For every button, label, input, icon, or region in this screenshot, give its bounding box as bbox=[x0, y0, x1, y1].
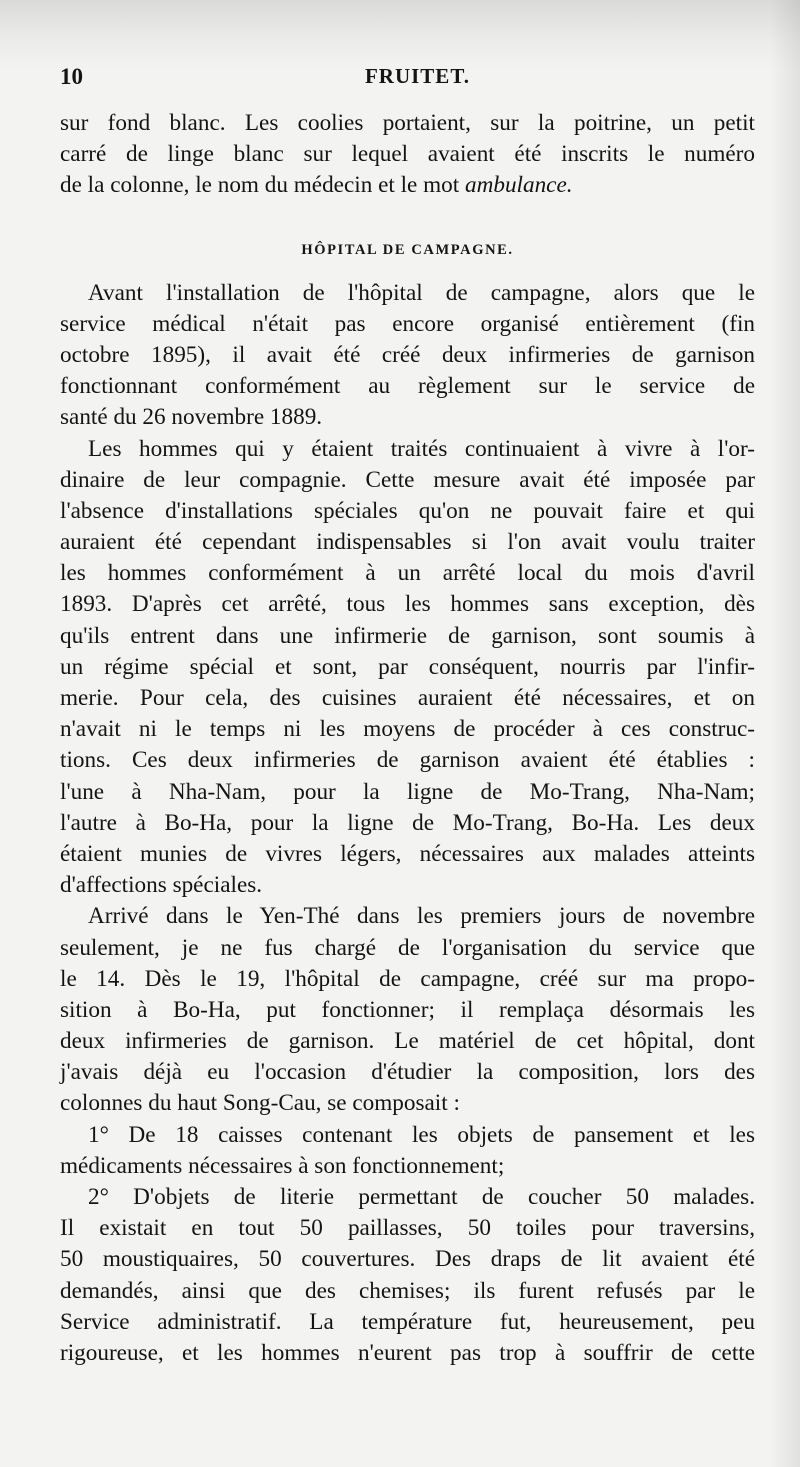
paragraph bbox=[60, 278, 755, 434]
page-header bbox=[60, 64, 755, 96]
text-line: qu'ils entrent dans une infirmerie de garnison, sont soumis à bbox=[60, 622, 755, 649]
text-line bbox=[60, 170, 755, 201]
text-line: n'avait ni le temps ni les moyens de procéder à ces construc- bbox=[60, 716, 755, 743]
text-line: sition à Bo-Ha, put fonctionner; il remplaça désormais les bbox=[60, 996, 755, 1023]
text-line: sur fond blanc. Les coolies portaient, sur la poitrine, un petit bbox=[60, 110, 755, 136]
body-text bbox=[60, 108, 755, 1369]
list-item bbox=[60, 1120, 755, 1182]
text-line: auraient été cependant indispensables si l'on avait voulu traiter bbox=[60, 529, 755, 556]
text-line: un régime spécial et sont, par conséquent, nourris par l'infir- bbox=[60, 653, 755, 680]
text-line: service médical n'était pas encore organisé entièrement (fin bbox=[60, 310, 755, 337]
text-line: demandés, ainsi que des chemises; ils furent refusés par le bbox=[60, 1277, 755, 1304]
text-line: dinaire de leur compagnie. Cette mesure avait été imposée par bbox=[60, 466, 755, 493]
text-line: l'absence d'installations spéciales qu'on ne pouvait faire et qui bbox=[60, 497, 755, 524]
text-line: santé du 26 novembre 1889. bbox=[60, 404, 323, 431]
list-item bbox=[60, 1182, 755, 1369]
text-line: 1893. D'après cet arrêté, tous les hommes sans exception, dès bbox=[60, 591, 755, 618]
text-line: Il existait en tout 50 paillasses, 50 toiles pour traversins, bbox=[60, 1215, 755, 1242]
text-line: carré de linge blanc sur lequel avaient été inscrits le numéro bbox=[60, 141, 755, 168]
running-title: FRUITET. bbox=[364, 64, 471, 88]
text-line: 2° D'objets de literie permettant de coucher 50 malades. bbox=[88, 1184, 755, 1210]
text-line: Les hommes qui y étaient traités continuaient à vivre à l'or- bbox=[88, 435, 755, 462]
page-number: 10 bbox=[60, 64, 83, 89]
text-line: l'une à Nha-Nam, pour la ligne de Mo-Trang, Nha-Nam; bbox=[60, 778, 755, 805]
paragraph bbox=[60, 901, 755, 1119]
text-line: Service administratif. La température fut, heureusement, peu bbox=[60, 1308, 755, 1335]
text-line: colonnes du haut Song-Cau, se composait : bbox=[60, 1090, 460, 1117]
text-line: deux infirmeries de garnison. Le matériel de cet hôpital, dont bbox=[60, 1028, 755, 1055]
text-line: l'autre à Bo-Ha, pour la ligne de Mo-Trang, Bo-Ha. Les deux bbox=[60, 809, 755, 836]
text-line: 50 moustiquaires, 50 couvertures. Des draps de lit avaient été bbox=[60, 1246, 755, 1273]
text-line: merie. Pour cela, des cuisines auraient été nécessaires, et on bbox=[60, 685, 755, 711]
text-line: fonctionnant conformément au règlement sur le service de bbox=[60, 373, 755, 400]
text-line: le 14. Dès le 19, l'hôpital de campagne, créé sur ma propo- bbox=[60, 965, 755, 992]
text-line: 1° De 18 caisses contenant les objets de pansement et les bbox=[88, 1121, 755, 1148]
text-line: j'avais déjà eu l'occasion d'étudier la composition, lors des bbox=[60, 1059, 755, 1086]
text-line: étaient munies de vivres légers, nécessaires aux malades atteints bbox=[60, 840, 755, 867]
text-line: Avant l'installation de l'hôpital de campagne, alors que le bbox=[88, 279, 755, 306]
text-line: tions. Ces deux infirmeries de garnison avaient été établies : bbox=[60, 747, 755, 774]
text-line: rigoureuse, et les hommes n'eurent pas trop à souffrir de cette bbox=[60, 1339, 755, 1366]
text-line: les hommes conformément à un arrêté local du mois d'avril bbox=[60, 560, 755, 587]
paragraph bbox=[60, 434, 755, 902]
text-line: d'affections spéciales. bbox=[60, 872, 263, 899]
paragraph-intro bbox=[60, 108, 755, 202]
text-line: octobre 1895), il avait été créé deux infirmeries de garnison bbox=[60, 341, 755, 368]
text-line: seulement, je ne fus chargé de l'organisation du service que bbox=[60, 934, 755, 961]
text-run: de la colonne, le nom du médecin et le mot bbox=[60, 172, 466, 199]
section-heading: HÔPITAL DE CAMPAGNE. bbox=[301, 241, 514, 258]
text-line: médicaments nécessaires à son fonctionnement; bbox=[60, 1152, 505, 1179]
text-line: Arrivé dans le Yen-Thé dans les premiers jours de novembre bbox=[88, 903, 755, 930]
italic-word: ambulance. bbox=[465, 172, 573, 199]
